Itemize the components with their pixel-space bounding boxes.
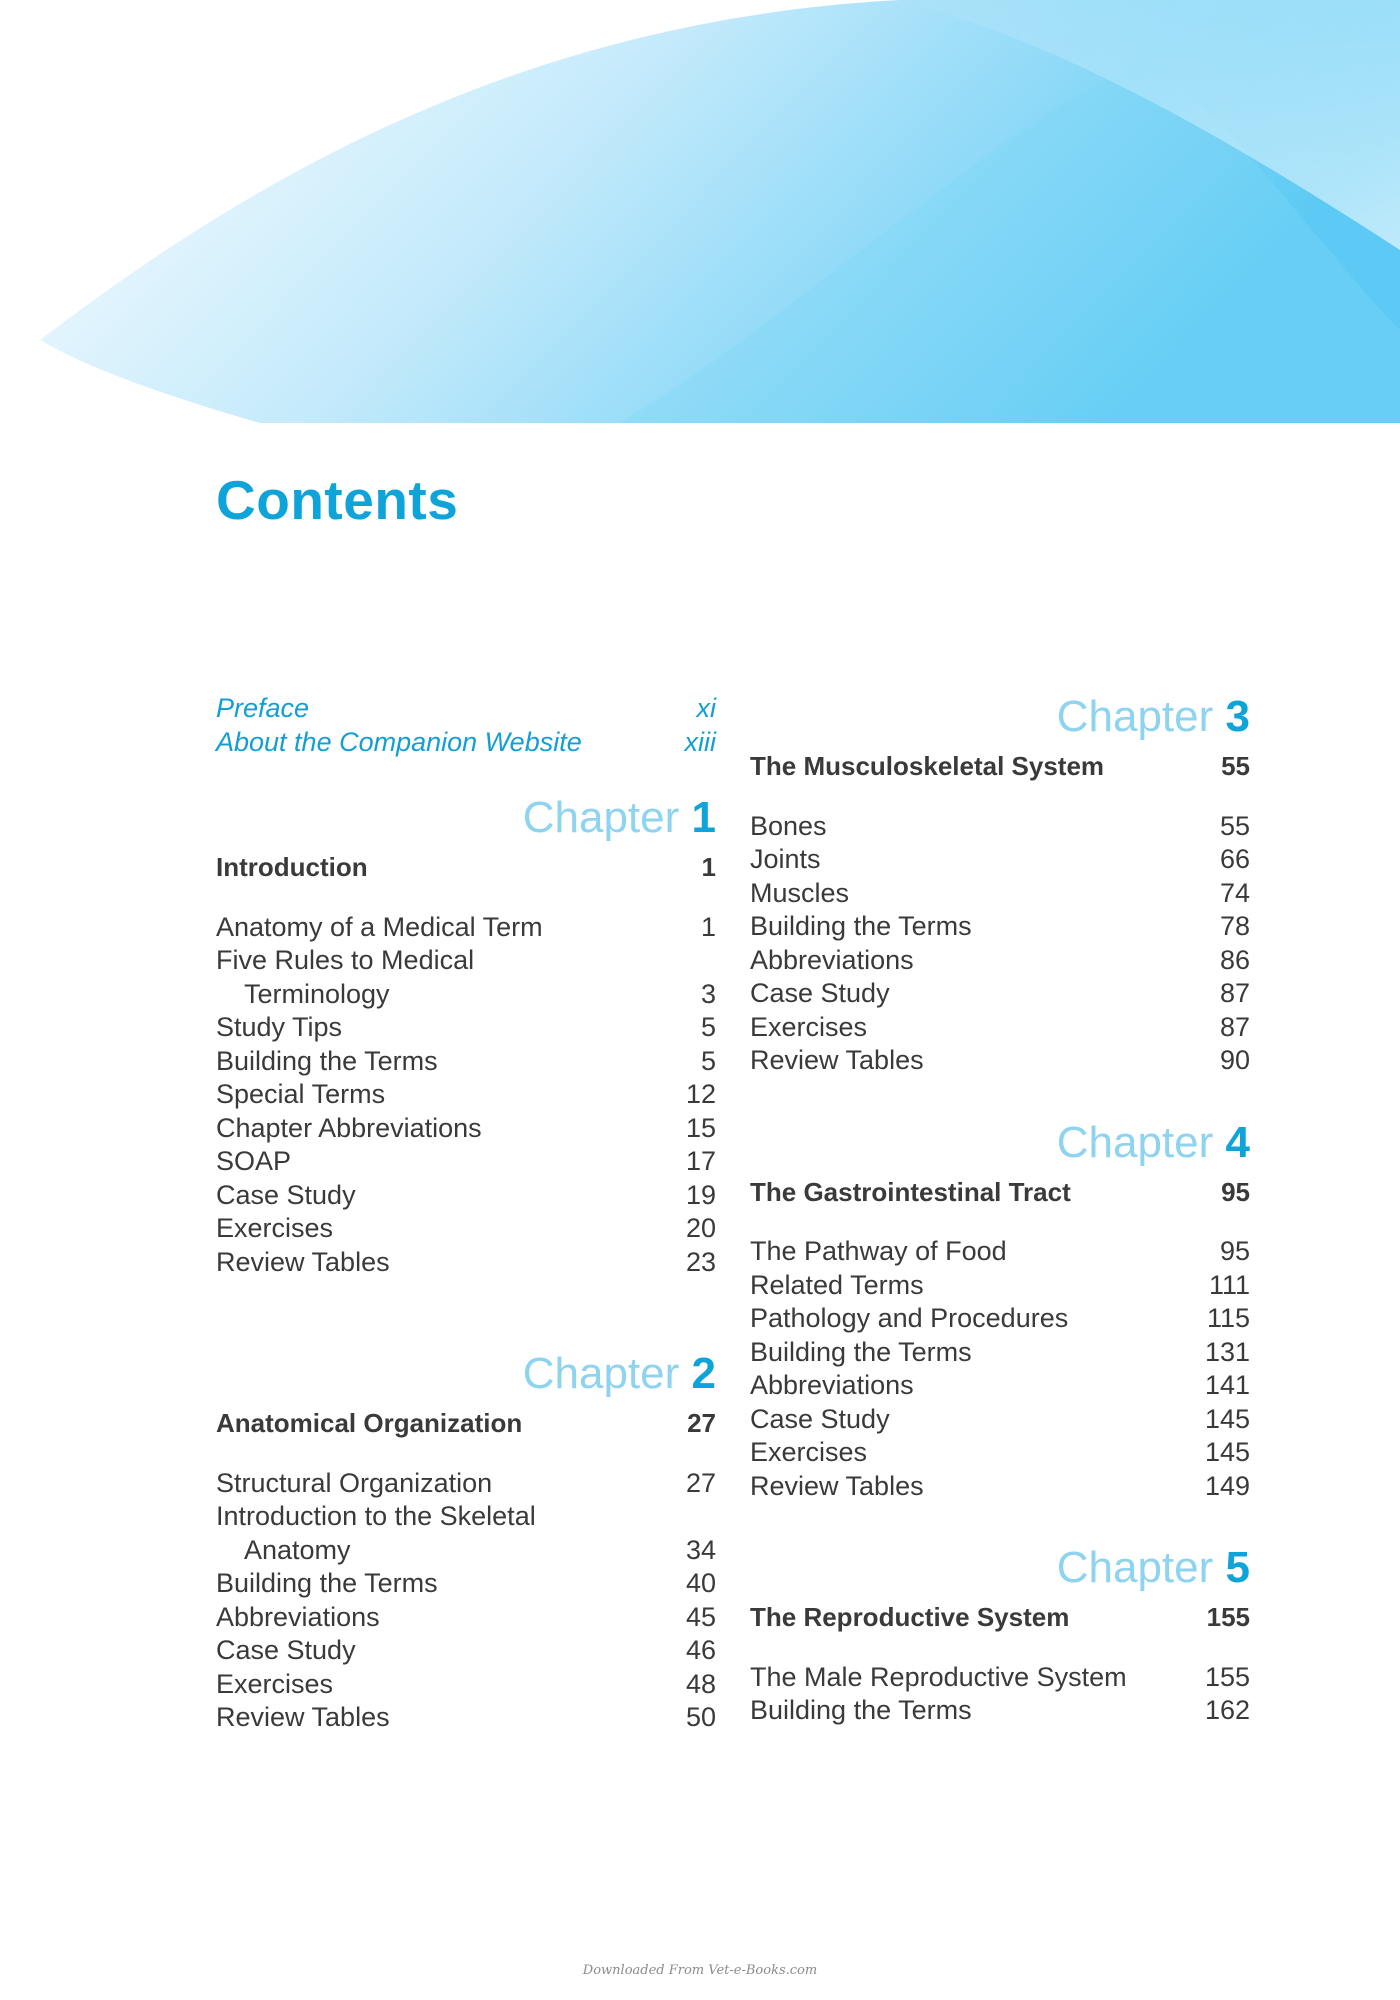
toc-entry-label: Special Terms [216, 1079, 386, 1109]
toc-entry-label: Abbreviations [750, 1370, 914, 1400]
toc-entry-label: Exercises [750, 1011, 868, 1042]
toc-entry[interactable] [750, 1369, 1250, 1403]
toc-entry[interactable] [216, 1179, 716, 1213]
toc-entry-page: 45 [685, 1601, 716, 1632]
chapter-number: 5 [1225, 1543, 1250, 1592]
chapter-3-heading [750, 692, 1250, 742]
toc-entry[interactable] [216, 1078, 716, 1112]
toc-entry[interactable] [750, 1044, 1250, 1078]
toc-entry[interactable] [750, 1235, 1250, 1269]
chapter-word: Chapter [522, 1349, 680, 1398]
toc-entry-label: Building the Terms [216, 1568, 438, 1598]
toc-entry[interactable] [750, 1011, 1250, 1045]
toc-entry-label: The Pathway of Food [750, 1236, 1007, 1266]
toc-entry[interactable] [750, 1436, 1250, 1470]
banner-wave-graphic [0, 0, 1400, 423]
chapter-title-page: 1 [701, 852, 716, 882]
header-banner [0, 0, 1400, 423]
toc-entry[interactable] [216, 1246, 716, 1280]
chapter-title-page: 155 [1206, 1602, 1250, 1632]
toc-entry-label: Review Tables [750, 1045, 924, 1075]
chapter-title-label: Introduction [216, 852, 368, 882]
toc-entry-label: Review Tables [750, 1470, 924, 1501]
toc-entry-page: 90 [1219, 1045, 1250, 1075]
toc-entry-label: Bones [750, 810, 827, 841]
toc-entry-page: 87 [1219, 978, 1250, 1008]
toc-entry[interactable] [216, 1112, 716, 1146]
chapter-4-title[interactable] [750, 1176, 1250, 1210]
toc-entry-label: Abbreviations [216, 1601, 380, 1632]
page-title: Contents [216, 469, 459, 531]
toc-entry-page: 162 [1204, 1695, 1250, 1725]
chapter-word: Chapter [1056, 692, 1214, 741]
toc-entry-label: Exercises [216, 1668, 334, 1699]
toc-entry-label: SOAP [216, 1146, 292, 1176]
toc-left-column [216, 692, 716, 1735]
toc-entry[interactable] [216, 1212, 716, 1246]
toc-entry[interactable] [750, 1694, 1250, 1728]
toc-entry-label: Preface [216, 693, 310, 723]
chapter-4-heading [750, 1118, 1250, 1168]
toc-entry[interactable] [216, 1601, 716, 1635]
toc-entry-page: 74 [1219, 877, 1250, 908]
chapter-word: Chapter [1056, 1543, 1214, 1592]
toc-entry[interactable] [216, 1567, 716, 1601]
toc-entry[interactable] [750, 1336, 1250, 1370]
toc-entry-label: Exercises [216, 1213, 334, 1243]
toc-entry-page: 46 [685, 1635, 716, 1665]
toc-entry-label: Building the Terms [216, 1045, 438, 1076]
chapter-title-page: 27 [687, 1408, 716, 1438]
toc-entry-label: Case Study [216, 1635, 356, 1665]
toc-entry-continued[interactable] [216, 1534, 716, 1568]
toc-entry-page: 78 [1219, 911, 1250, 941]
toc-entry-page: 50 [685, 1702, 716, 1732]
chapter-number: 2 [691, 1349, 716, 1398]
toc-entry[interactable] [216, 1668, 716, 1702]
toc-entry-label: Review Tables [216, 1702, 390, 1732]
chapter-word: Chapter [1056, 1117, 1214, 1167]
toc-entry-page: 145 [1204, 1403, 1250, 1434]
toc-entry[interactable] [216, 1701, 716, 1735]
toc-entry-continued[interactable] [216, 978, 716, 1012]
toc-entry[interactable] [750, 1661, 1250, 1695]
toc-entry-page: 17 [685, 1146, 716, 1176]
chapter-1-title[interactable] [216, 851, 716, 885]
toc-entry-page: 34 [685, 1534, 716, 1565]
toc-entry-label-continued: Terminology [244, 978, 390, 1009]
toc-entry[interactable] [750, 1403, 1250, 1437]
chapter-2-heading [216, 1349, 716, 1399]
toc-entry[interactable] [750, 843, 1250, 877]
toc-entry-page: 40 [685, 1568, 716, 1598]
toc-entry-page: 55 [1219, 810, 1250, 841]
chapter-number: 4 [1225, 1117, 1250, 1167]
toc-entry-label: Case Study [216, 1179, 356, 1210]
chapter-5-title[interactable] [750, 1601, 1250, 1635]
toc-entry-label: Pathology and Procedures [750, 1303, 1069, 1333]
toc-entry-page: 19 [685, 1179, 716, 1210]
toc-entry[interactable] [750, 977, 1250, 1011]
chapter-5-heading [750, 1543, 1250, 1593]
toc-entry-page: 1 [700, 911, 716, 942]
toc-entry[interactable] [750, 1269, 1250, 1303]
toc-entry[interactable] [216, 1467, 716, 1501]
chapter-2-title[interactable] [216, 1407, 716, 1441]
toc-entry-page: 155 [1204, 1661, 1250, 1692]
toc-entry-label: Review Tables [216, 1246, 390, 1277]
toc-entry-page: 20 [685, 1213, 716, 1243]
toc-entry-preface[interactable] [216, 692, 716, 726]
toc-entry-label: Related Terms [750, 1269, 924, 1300]
toc-entry-label: About the Companion Website [216, 726, 582, 757]
toc-entry-label: Chapter Abbreviations [216, 1112, 482, 1143]
toc-entry[interactable] [750, 910, 1250, 944]
chapter-word: Chapter [522, 793, 680, 842]
toc-entry-label: Muscles [750, 877, 850, 908]
toc-entry-label: Case Study [750, 1403, 890, 1434]
toc-entry-page: 141 [1204, 1370, 1250, 1400]
toc-entry[interactable] [216, 1145, 716, 1179]
chapter-number: 3 [1225, 692, 1250, 741]
toc-entry[interactable] [750, 944, 1250, 978]
toc-entry[interactable] [216, 944, 716, 978]
chapter-title-label: Anatomical Organization [216, 1408, 523, 1438]
toc-entry-label: Building the Terms [750, 911, 972, 941]
toc-entry[interactable] [216, 1500, 716, 1534]
toc-entry[interactable] [216, 1011, 716, 1045]
chapter-title-label: The Reproductive System [750, 1602, 1070, 1632]
chapter-title-label: The Musculoskeletal System [750, 751, 1105, 781]
toc-entry[interactable] [216, 1045, 716, 1079]
toc-entry-label: Joints [750, 844, 821, 874]
toc-entry-page: 145 [1204, 1437, 1250, 1467]
toc-entry-page: 3 [700, 978, 716, 1009]
chapter-title-page: 55 [1221, 751, 1250, 781]
toc-entry-label: Introduction to the Skeletal [216, 1501, 536, 1531]
toc-entry[interactable] [216, 1634, 716, 1668]
toc-entry-label-continued: Anatomy [244, 1534, 351, 1565]
toc-entry-page: 86 [1219, 944, 1250, 975]
chapter-title-label: The Gastrointestinal Tract [750, 1176, 1071, 1207]
toc-right-column [750, 692, 1250, 1728]
toc-entry-companion-website[interactable] [216, 726, 716, 760]
toc-entry-label: Exercises [750, 1437, 868, 1467]
toc-entry-page: 149 [1204, 1470, 1250, 1501]
toc-entry-page: 66 [1219, 844, 1250, 874]
toc-entry-label: Building the Terms [750, 1336, 972, 1367]
toc-entry-page: 131 [1204, 1336, 1250, 1367]
chapter-number: 1 [691, 793, 716, 842]
toc-entry-label: Building the Terms [750, 1695, 972, 1725]
toc-entry[interactable] [750, 1470, 1250, 1504]
chapter-1-heading [216, 793, 716, 843]
toc-entry-label: Structural Organization [216, 1467, 493, 1498]
toc-entry-page: 12 [685, 1079, 716, 1109]
toc-entry-page: 115 [1206, 1303, 1250, 1333]
toc-entry[interactable] [750, 877, 1250, 911]
toc-entry-page: 5 [700, 1012, 716, 1042]
toc-entry-label: Abbreviations [750, 944, 914, 975]
toc-entry-page: 27 [685, 1467, 716, 1498]
toc-entry-page: xi [696, 693, 716, 723]
toc-entry-page: xiii [684, 726, 716, 757]
toc-entry[interactable] [750, 810, 1250, 844]
toc-entry-label: The Male Reproductive System [750, 1661, 1127, 1692]
chapter-title-page: 95 [1221, 1176, 1250, 1207]
toc-entry-page: 87 [1219, 1011, 1250, 1042]
toc-entry-label: Five Rules to Medical [216, 945, 475, 975]
toc-entry-label: Case Study [750, 978, 890, 1008]
download-watermark: Downloaded From Vet-e-Books.com [582, 1963, 818, 1978]
toc-entry[interactable] [750, 1302, 1250, 1336]
toc-entry-label: Anatomy of a Medical Term [216, 911, 543, 942]
toc-entry-page: 95 [1219, 1236, 1250, 1266]
chapter-3-title[interactable] [750, 750, 1250, 784]
toc-entry-page: 15 [685, 1112, 716, 1143]
toc-entry-page: 5 [700, 1045, 716, 1076]
toc-entry-label: Study Tips [216, 1012, 343, 1042]
toc-entry-page: 48 [685, 1668, 716, 1699]
toc-entry-page: 23 [685, 1246, 716, 1277]
toc-entry[interactable] [216, 911, 716, 945]
toc-entry-page: 111 [1208, 1269, 1250, 1300]
